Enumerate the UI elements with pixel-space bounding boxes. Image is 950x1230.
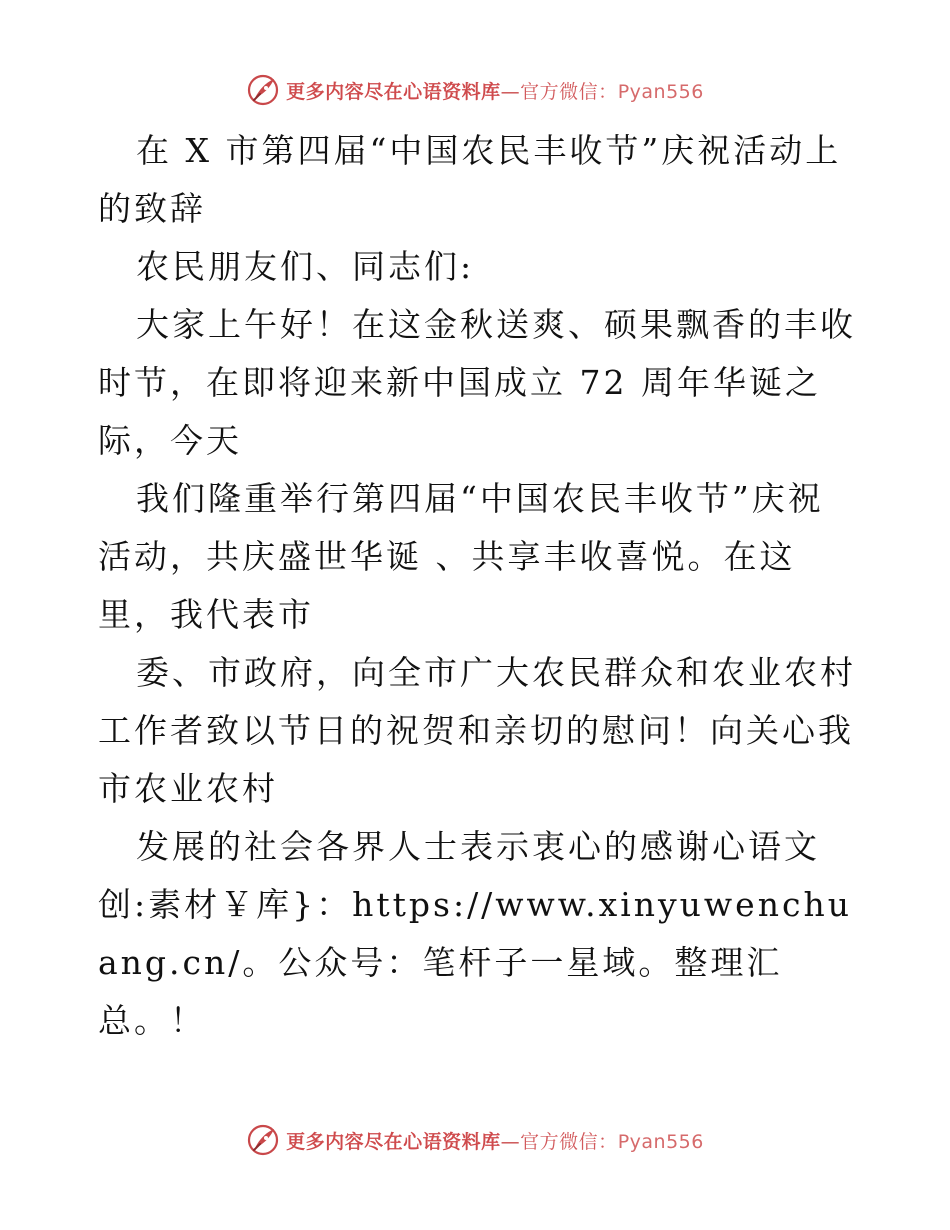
- header-wechat-id: Pyan556: [617, 80, 704, 103]
- footer-wechat-label: 官方微信：: [520, 1130, 618, 1153]
- footer-site-text: 更多内容尽在心语资料库: [286, 1130, 501, 1153]
- document-title: 在 X 市第四届“中国农民丰收节”庆祝活动上的致辞: [98, 131, 842, 228]
- salutation: 农民朋友们、同志们:: [136, 247, 475, 286]
- quill-circle-logo-icon: [246, 73, 280, 107]
- header-wechat-label: 官方微信：: [520, 80, 618, 103]
- header-banner-text: [286, 77, 704, 104]
- paragraph-1: 大家上午好！在这金秋送爽、硕果飘香的丰收时节，在即将迎来新中国成立 72 周年华诞之际，今天: [98, 305, 856, 460]
- footer-banner-inner: [246, 1123, 704, 1157]
- footer-banner: [0, 1120, 950, 1160]
- footer-banner-text: [286, 1127, 704, 1154]
- paragraph-3: 委、市政府，向全市广大农民群众和农业农村工作者致以节日的祝贺和亲切的慰问！向关心我市农业农村: [98, 653, 856, 808]
- quill-circle-logo-icon: [246, 1123, 280, 1157]
- header-site-text: 更多内容尽在心语资料库: [286, 80, 501, 103]
- header-dash: —: [500, 80, 521, 103]
- header-banner: [0, 70, 950, 110]
- document-body: [98, 122, 858, 1050]
- footer-dash: —: [500, 1130, 521, 1153]
- paragraph-2: 我们隆重举行第四届“中国农民丰收节”庆祝活动，共庆盛世华诞 、共享丰收喜悦。在这里，我代表市: [98, 479, 824, 634]
- footer-wechat-id: Pyan556: [617, 1130, 704, 1153]
- header-banner-inner: [246, 73, 704, 107]
- paragraph-4: 发展的社会各界人士表示衷心的感谢心语文创:素材￥库}：https://www.xinyuwenchuang.cn/。公众号：笔杆子一星域。整理汇总。！: [98, 827, 852, 1040]
